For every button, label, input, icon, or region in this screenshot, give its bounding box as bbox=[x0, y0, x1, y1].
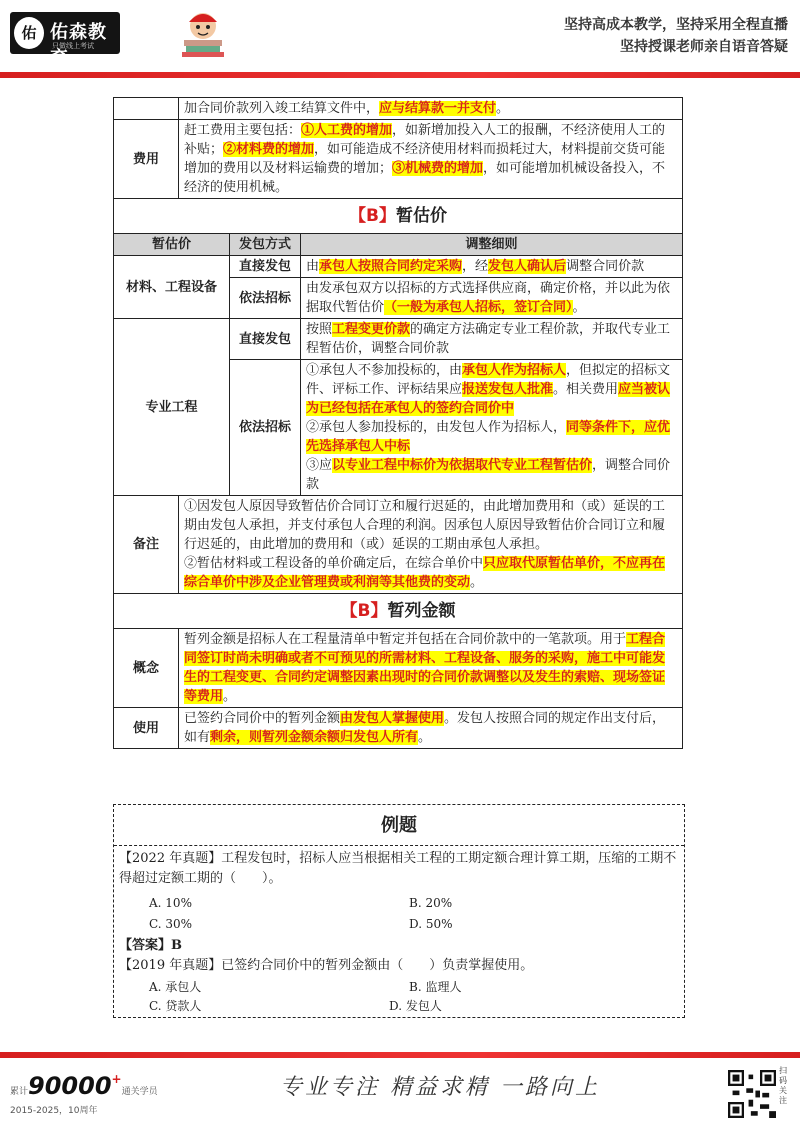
logo-seal: 佑 bbox=[14, 17, 44, 49]
header-divider bbox=[0, 72, 800, 78]
table-row: 材料、工程设备 直接发包 由承包人按照合同约定采购，经发包人确认后调整合同价款 bbox=[114, 256, 683, 278]
table-header-row bbox=[114, 234, 683, 256]
row-label: 使用 bbox=[114, 708, 179, 749]
logo-name: 佑森教育 bbox=[50, 22, 107, 69]
row-label: 概念 bbox=[114, 629, 179, 708]
qr-code-icon bbox=[728, 1070, 776, 1118]
footer-divider bbox=[0, 1052, 800, 1058]
option-b: B. 20% bbox=[409, 896, 453, 910]
logo-subtitle: 只做线上考试 bbox=[52, 42, 94, 50]
mascot-icon bbox=[178, 6, 228, 58]
option-a: A. 承包人 bbox=[149, 980, 202, 994]
content-table bbox=[113, 97, 683, 749]
row-label: 费用 bbox=[114, 120, 179, 199]
question-1: 【2022 年真题】工程发包时，招标人应当根据相关工程的工期定额合理计算工期，压缩的工期不得超过定额工期的（ ）。 bbox=[119, 851, 677, 886]
signature: 专业专注 精益求精 一路向上 bbox=[280, 1075, 600, 1100]
column-header: 暂估价 bbox=[114, 234, 230, 256]
brand-logo bbox=[10, 12, 120, 69]
slogan-line-2: 坚持授课老师亲自语音答疑 bbox=[620, 39, 788, 55]
slogan-line-1: 坚持高成本教学，坚持采用全程直播 bbox=[564, 17, 788, 33]
section-heading: 【B】暂列金额 bbox=[114, 594, 683, 629]
table-row: 使用 已签约合同价中的暂列金额由发包人掌握使用。发包人按照合同的规定作出支付后，如有剩余，则暂列金额余额归发包人所有。 bbox=[114, 708, 683, 749]
answer: 【答案】B bbox=[119, 938, 183, 953]
table-row: 依法招标 由发承包双方以招标的方式选择供应商，确定价格，并以此为依据取代暂估价（一般为承包人招标，签订合同）。 bbox=[114, 278, 683, 319]
table-row: 费用 赶工费用主要包括：①人工费的增加，如新增加投入人工的报酬，不经济使用人工的补贴；②材料费的增加，如可能造成不经济使用材料而损耗过大，材料提前交货可能增加的费用以及材料运输费的增加；③机械费的增加，如可能增加机械设备投入，不经济的使用机械。 bbox=[114, 120, 683, 199]
page-header bbox=[0, 0, 800, 69]
example-title: 例题 bbox=[381, 815, 417, 836]
option-d: D. 50% bbox=[409, 917, 453, 931]
qr-caption: 扫码关注 bbox=[779, 1066, 787, 1105]
table-row: 备注 ①因发包人原因导致暂估价合同订立和履行迟延的，由此增加费用和（或）延误的工期由发包人承担，并支付承包人合理的利润。因承包人原因导致暂估价合同订立和履行迟延的，由此增加的费用和（或）延误的工期由承包人承担。 ②暂估材料或工程设备的单价确定后，在综合单价中只应取代原暂估单价，不应再在综合单价中涉及企业管理费或利润等其他费的变动。 bbox=[114, 496, 683, 594]
table-row: 加合同价款列入竣工结算文件中，应与结算款一并支付。 bbox=[114, 98, 683, 120]
example-box bbox=[113, 804, 685, 1018]
slogan bbox=[564, 14, 788, 58]
option-c: C. 30% bbox=[149, 917, 193, 931]
table-row: 概念 暂列金额是招标人在工程量清单中暂定并包括在合同价款中的一笔款项。用于工程合同签订时尚未明确或者不可预见的所需材料、工程设备、服务的采购，施工中可能发生的工程变更、合同约定调整因素出现时的合同价款调整以及发生的索赔、现场签证等费用。 bbox=[114, 629, 683, 708]
option-d: D. 发包人 bbox=[389, 999, 442, 1013]
row-label: 材料、工程设备 bbox=[114, 256, 230, 319]
table-row: 专业工程 直接发包 按照工程变更价款的确定方法确定专业工程价款，并取代专业工程暂估价，调整合同价款 bbox=[114, 319, 683, 360]
question-2: 【2019 年真题】已签约合同价中的暂列金额由（ ）负责掌握使用。 bbox=[119, 958, 534, 973]
option-b: B. 监理人 bbox=[409, 980, 462, 994]
option-a: A. 10% bbox=[149, 896, 192, 910]
section-heading: 【B】暂估价 bbox=[114, 199, 683, 234]
column-header: 发包方式 bbox=[230, 234, 301, 256]
column-header: 调整细则 bbox=[301, 234, 683, 256]
highlight: 应与结算款一并支付 bbox=[379, 101, 497, 116]
row-label: 备注 bbox=[114, 496, 179, 594]
table-row: 依法招标 ①承包人不参加投标的，由承包人作为招标人，但拟定的招标文件、评标工作、评标结果应报送发包人批准。相关费用应当被认为已经包括在承包人的签约合同价中 ②承包人参加投标的，由发包人作为招标人，同等条件下，应优先选择承包人中标 ③应以专业工程中标价为依据取代专业工程暂估价，调整合同价款 bbox=[114, 360, 683, 496]
student-count: 累计90000+通关学员 2015-2025，10周年 bbox=[10, 1072, 158, 1116]
row-label: 专业工程 bbox=[114, 319, 230, 496]
divider bbox=[114, 845, 684, 846]
option-c: C. 贷款人 bbox=[149, 999, 202, 1013]
